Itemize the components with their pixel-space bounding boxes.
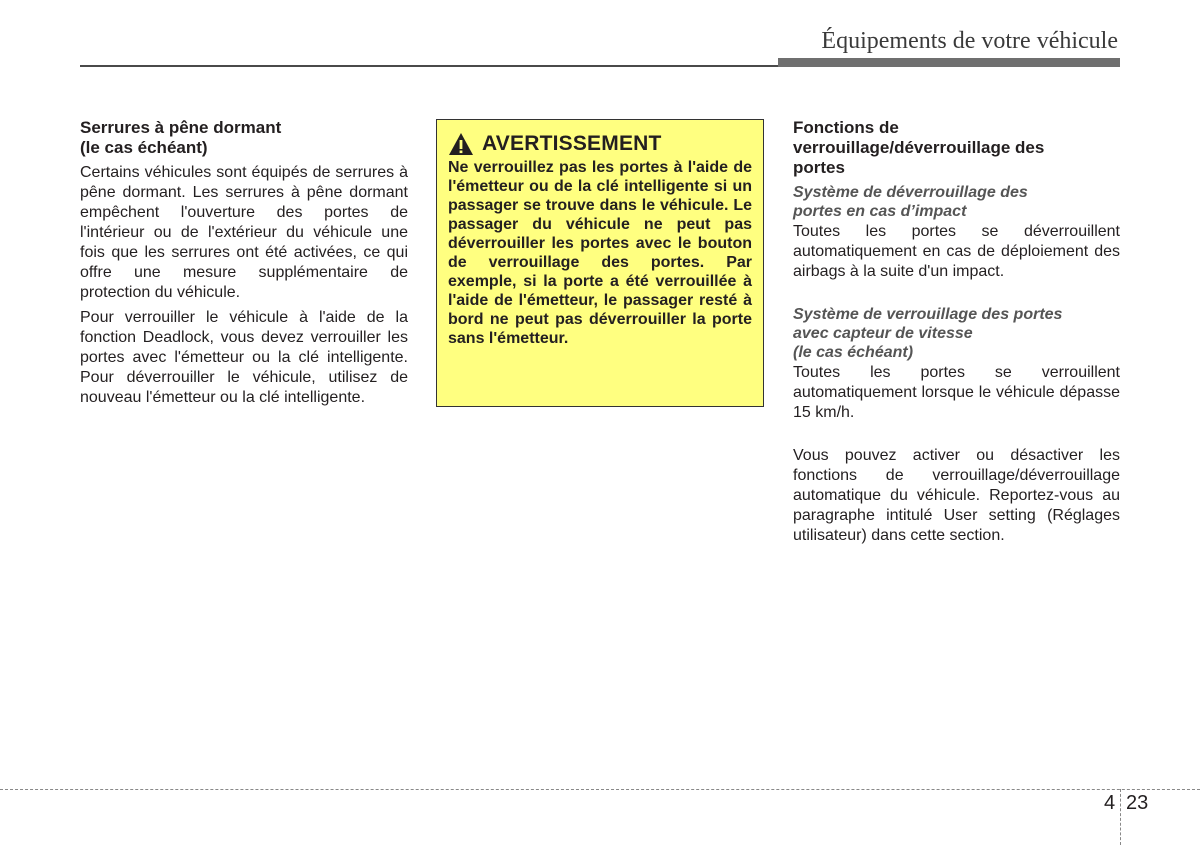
user-setting-paragraph: Vous pouvez activer ou désactiver les fonctions de verrouillage/déverrouillage automatique du véhicule. Reportez-vous au paragraphe intitulé User setting (Réglages utilisateur) dans cette section. (793, 447, 1120, 544)
header-rule (80, 65, 780, 67)
header-title: Équipements de votre véhicule (821, 28, 1118, 54)
speed-subheading-line1: Système de verrouillage des portes (793, 306, 1063, 323)
footer-rule (0, 789, 1200, 790)
impact-unlock-paragraph: Toutes les portes se déverrouillent automatiquement en cas de déploiement des airbags à la suite d'un impact. (793, 223, 1120, 280)
page-number: 23 (1126, 792, 1149, 814)
speed-lock-subheading (793, 305, 1120, 362)
speed-lock-paragraph: Toutes les portes se verrouillent automatiquement lorsque le véhicule dépasse 15 km/h. (793, 364, 1120, 421)
right-column (793, 118, 1120, 551)
impact-unlock-subheading (793, 183, 1120, 221)
impact-subheading-line1: Système de déverrouillage des (793, 184, 1028, 201)
deadlock-heading-line2: (le cas échéant) (80, 138, 208, 157)
deadlock-heading-line1: Serrures à pêne dormant (80, 118, 282, 137)
impact-subheading-line2: portes en cas d’impact (793, 203, 967, 220)
warning-triangle-icon (448, 132, 474, 156)
locking-heading-line2: verrouillage/déverrouillage des (793, 138, 1045, 157)
locking-heading-line1: Fonctions de (793, 118, 899, 137)
locking-functions-heading (793, 118, 1120, 178)
warning-title: AVERTISSEMENT (482, 132, 662, 155)
warning-text: Ne verrouillez pas les portes à l'aide de l'émetteur ou de la clé intelligente si un passager se trouve dans le véhicule. Le passager du véhicule ne peut pas déverrouiller les portes avec le bouton de verrouillage des portes. Par exemple, si la porte a été verrouillée à l'aide de l'émetteur, le passager resté à bord ne peut pas déverrouiller la porte sans l'émetteur. (448, 159, 752, 347)
header-rule-accent (778, 58, 1120, 67)
warning-header (448, 132, 752, 156)
deadlock-heading (80, 118, 408, 158)
footer-divider (1120, 789, 1121, 845)
deadlock-paragraph-1: Certains véhicules sont équipés de serrures à pêne dormant. Les serrures à pêne dormant empêchent l'ouverture des portes de l'intérieur ou de l'extérieur du véhicule une fois que les serrures ont été activées, ce qui offre une mesure supplémentaire de protection du véhicule. (80, 164, 408, 301)
left-column (80, 118, 408, 413)
speed-subheading-line3: (le cas échéant) (793, 344, 914, 361)
chapter-number: 4 (1104, 792, 1116, 814)
speed-subheading-line2: avec capteur de vitesse (793, 325, 973, 342)
warning-box (436, 119, 764, 407)
locking-heading-line3: portes (793, 158, 845, 177)
deadlock-paragraph-2: Pour verrouiller le véhicule à l'aide de la fonction Deadlock, vous devez verrouiller les portes avec l'émetteur ou la clé intelligente. Pour déverrouiller le véhicule, utilisez de nouveau l'émetteur ou la clé intelligente. (80, 309, 408, 406)
